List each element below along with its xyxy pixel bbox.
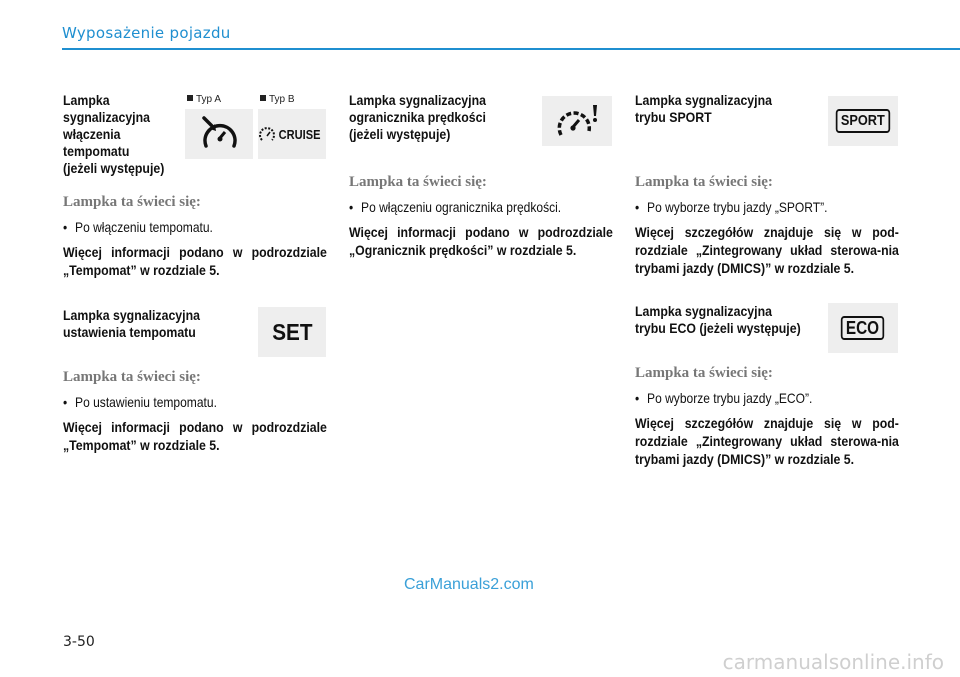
sport-note: Więcej szczegółów znajduje się w pod-rozdziale „Zintegrowany układ sterowa-nia trybami jazdy (DMICS)” w rozdziale 5. [635,224,899,276]
speedometer-icon [259,125,275,143]
set-indicator-title: Lampka sygnalizacyjna ustawienia tempomatu [63,307,200,340]
sport-indicator-section [635,92,899,277]
eco-icon-text: ECO [841,316,884,340]
watermark-link: CarManuals2.com [404,576,534,593]
cruise-indicator-title: Lampka sygnalizacyjna włączenia tempomatu (jeżeli występuje) [63,92,165,176]
eco-icon-box [828,303,898,353]
sport-icon-text: SPORT [836,109,890,133]
set-icon-box [258,307,326,357]
sport-indicator-title: Lampka sygnalizacyjna trybu SPORT [635,92,772,125]
speedometer-arrow-icon [194,114,244,154]
set-lights-title: Lampka ta świeci się: [63,369,201,385]
header-divider [62,48,960,50]
column-2 [349,92,613,259]
set-bullet: • Po ustawieniu tempomatu. [63,394,217,410]
set-icon-text: SET [271,318,313,345]
eco-lights-title: Lampka ta świeci się: [635,365,773,381]
cruise-indicator-section [63,92,327,279]
footer-watermark: carmanualsonline.info [722,650,944,674]
set-note: Więcej informacji podano w podrozdziale „Tempomat” w rozdziale 5. [63,419,327,453]
eco-indicator-title: Lampka sygnalizacyjna trybu ECO (jeżeli występuje) [635,303,801,336]
cruise-icon-type-b [258,109,326,159]
type-b-label: Typ B [260,94,295,105]
limiter-note: Więcej informacji podano w podrozdziale „Ogranicznik prędkości” w rozdziale 5. [349,224,613,258]
cruise-bullet: • Po włączeniu tempomatu. [63,219,213,235]
type-a-label: Typ A [187,94,221,105]
column-1 [63,92,327,454]
column-3 [635,92,899,468]
sport-bullet: • Po wyborze trybu jazdy „SPORT”. [635,199,828,215]
set-indicator-section [63,307,327,454]
sport-lights-title: Lampka ta świeci się: [635,174,773,190]
cruise-icon-text: CRUISE [279,126,321,142]
limiter-icon-box [542,96,612,146]
eco-indicator-section [635,303,899,468]
limiter-indicator-title: Lampka sygnalizacyjna ogranicznika prędkości (jeżeli występuje) [349,92,486,142]
eco-bullet: • Po wyborze trybu jazdy „ECO”. [635,390,813,406]
limiter-indicator-section [349,92,613,259]
page-number: 3-50 [63,634,95,650]
eco-note: Więcej szczegółów znajduje się w pod-rozdziale „Zintegrowany układ sterowa-nia trybami jazdy (DMICS)” w rozdziale 5. [635,415,899,467]
cruise-note: Więcej informacji podano w podrozdziale „Tempomat” w rozdziale 5. [63,244,327,278]
sport-icon-box [828,96,898,146]
limiter-bullet: • Po włączeniu ogranicznika prędkości. [349,199,562,215]
cruise-icon-type-a [185,109,253,159]
cruise-lights-title: Lampka ta świeci się: [63,194,201,210]
limiter-lights-title: Lampka ta świeci się: [349,174,487,190]
section-header-title: Wyposażenie pojazdu [62,24,231,42]
speed-limiter-icon [551,101,603,141]
